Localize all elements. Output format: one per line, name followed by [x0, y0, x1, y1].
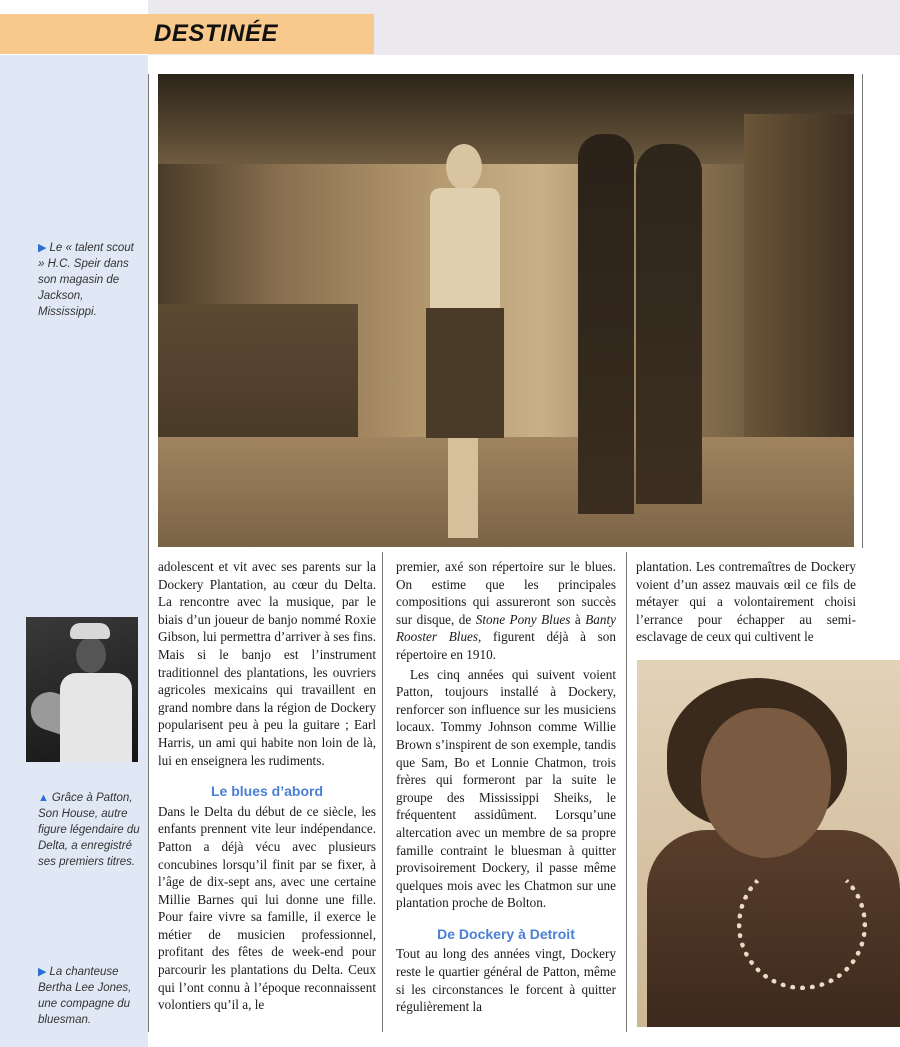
text-column-1: [158, 558, 376, 1014]
column-rule: [148, 74, 149, 1032]
paragraph: Dans le Delta du début de ce siècle, les enfants prennent vite leur indépendance. Patton a déjà vécu avec plusieurs concubines lorsqu’il finit par se fixer, à l’âge de dix-sept ans, avec une certaine Millie Barnes qui lui donne une fille. Pour faire vivre sa famille, il exerce le métier de musicien professionnel, profitant des fêtes de week-end pour parcourir les plantations du Delta. Ceux qui l’ont connu à l’époque reconnaissent volontiers qu’il a, le: [158, 803, 376, 1013]
column-rule: [862, 74, 863, 548]
column-rule: [626, 552, 627, 1032]
store-photo: [158, 74, 854, 547]
paragraph: adolescent et vit avec ses parents sur la Dockery Plantation, au cœur du Delta. La rencontre avec la musique, par le biais d’un joueur de banjo nommé Roxie Gibson, lui permettra d’arriver à ses fins. Mais si le banjo est l’instrument traditionnel des plantations, les ouvriers agricoles mexicains qui travaillent en grand nombre dans la région de Dockery popularisent peu à peu la guitare ; Earl Harris, un ami qui habite non loin de là, lui en enseignera les rudiments.: [158, 559, 376, 768]
arrow-right-icon: ▶: [38, 242, 47, 254]
man-figure: [578, 134, 634, 514]
subheading: De Dockery à Detroit: [437, 925, 575, 942]
caption-son-house: ▲ Grâce à Patton, Son House, autre figure légendaire du Delta, a enregistré ses premiers titres.: [38, 792, 140, 868]
arrow-up-icon: ▲: [38, 792, 49, 804]
paragraph: Tout au long des années vingt, Dockery reste le quartier général de Patton, même si les circonstances le forcent à quitter régulièrement la: [396, 946, 616, 1015]
caption-store-photo: ▶ Le « talent scout » H.C. Speir dans son magasin de Jackson, Mississippi.: [38, 242, 134, 318]
paragraph: Les cinq années qui suivent voient Patton, toujours installé à Dockery, renforcer son influence sur les musiciens locaux. Tommy Johnson comme Willie Brown s’inspirent de son exemple, tandis que Sam, Bo et Lonnie Chatmon, trois frères qui formeront par la suite le groupe des Mississippi Sheiks, le fréquentent assidûment. Lorsqu’une altercation avec un membre de sa propre famille contraint le bluesman à quitter provisoirement Dockery, il passe même quelques mois avec les Chatmon sur une plantation proche de Bolton.: [396, 666, 616, 911]
text-column-3: [636, 558, 856, 646]
column-rule: [382, 552, 383, 1032]
paragraph: premier, axé son répertoire sur le blues. On estime que les principales compositions qui assureront son succès sur disque, de Stone Pony Blues à Banty Rooster Blues, figurent déjà à son répertoire en 1910.: [396, 559, 617, 662]
section-title: DESTINÉE: [154, 20, 279, 47]
sidebar-background: [0, 55, 148, 1047]
caption-bertha: ▶ La chanteuse Bertha Lee Jones, une compagne du bluesman.: [38, 966, 132, 1026]
man-figure: [636, 144, 702, 504]
subheading: Le blues d’abord: [210, 783, 323, 800]
bertha-lee-jones-photo: [637, 660, 900, 1027]
store-floor: [158, 437, 854, 547]
text-column-2: [396, 558, 616, 1016]
son-house-photo: [26, 617, 138, 762]
woman-figure: [426, 144, 504, 544]
paragraph: plantation. Les contremaîtres de Dockery voient d’un assez mauvais œil ce fils de métayer qui a volontairement choisi l’errance pour échapper au semi-esclavage de ceux qui cultivent le: [636, 559, 856, 645]
arrow-right-icon: ▶: [38, 966, 47, 978]
